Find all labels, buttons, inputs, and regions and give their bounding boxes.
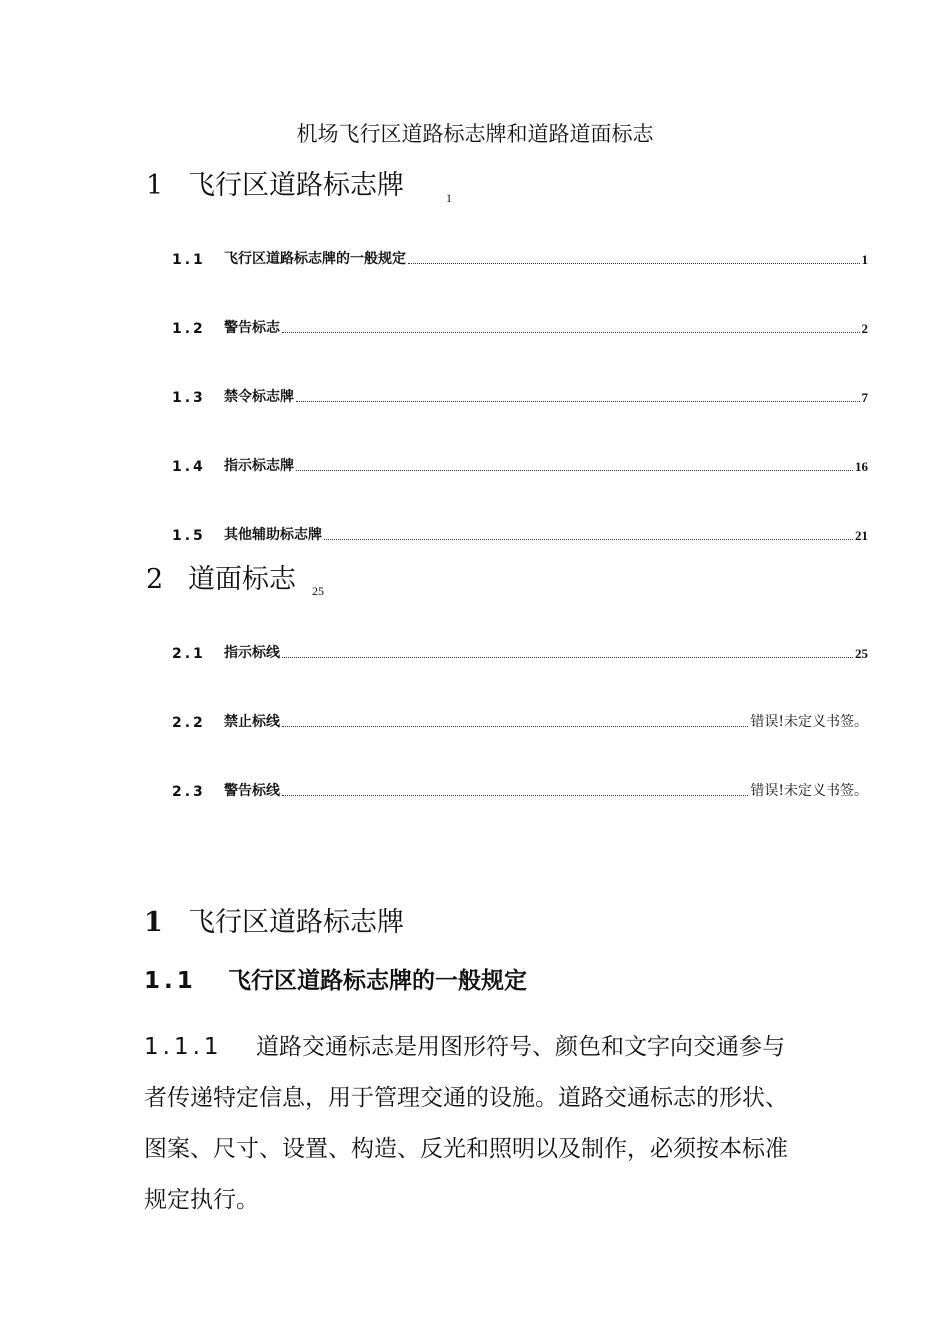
toc-chapter-page: 25 bbox=[312, 584, 324, 598]
toc-leader-dots bbox=[296, 470, 853, 471]
toc-leader-dots bbox=[296, 401, 860, 402]
toc-entry-2-3[interactable] bbox=[172, 780, 868, 800]
toc-entry-1-4[interactable] bbox=[172, 455, 868, 475]
toc-entry-number: 1.2 bbox=[172, 321, 206, 337]
paragraph-number: 1.1.1 bbox=[144, 1034, 223, 1060]
toc-entry-2-1[interactable] bbox=[172, 642, 868, 662]
toc-chapter-1[interactable] bbox=[146, 163, 452, 205]
toc-entry-1-2[interactable] bbox=[172, 317, 868, 337]
toc-chapter-number: 1 bbox=[146, 170, 164, 201]
toc-entry-title: 其他辅助标志牌 bbox=[224, 527, 322, 543]
paragraph-line: 图案、尺寸、设置、构造、反光和照明以及制作，必须按本标准 bbox=[144, 1136, 788, 1162]
toc-entry-title: 飞行区道路标志牌的一般规定 bbox=[224, 251, 406, 267]
toc-entry-title: 禁止标线 bbox=[224, 714, 280, 730]
toc-entry-title: 警告标志 bbox=[224, 320, 280, 336]
toc-entry-page: 25 bbox=[855, 646, 868, 661]
toc-entry-1-5[interactable] bbox=[172, 524, 868, 544]
paragraph-line: 规定执行。 bbox=[144, 1187, 259, 1213]
body-heading-1 bbox=[144, 900, 404, 939]
paragraph-text: 道路交通标志是用图形符号、颜色和文字向交通参与 bbox=[256, 1034, 785, 1060]
toc-chapter-number: 2 bbox=[146, 564, 164, 595]
toc-chapter-2[interactable] bbox=[146, 557, 324, 598]
paragraph-line bbox=[144, 1022, 824, 1073]
toc-entry-2-2[interactable] bbox=[172, 711, 868, 731]
toc-entry-1-1[interactable] bbox=[172, 248, 868, 268]
toc-leader-dots bbox=[408, 263, 860, 264]
heading-number: 1 bbox=[144, 907, 163, 938]
toc-leader-dots bbox=[282, 795, 748, 796]
toc-entry-number: 1.1 bbox=[172, 252, 206, 268]
toc-entry-number: 1.4 bbox=[172, 459, 206, 475]
toc-entry-page-error: 错误!未定义书签。 bbox=[750, 714, 868, 730]
body-paragraph bbox=[144, 1022, 824, 1226]
toc-entry-page: 7 bbox=[861, 390, 868, 405]
toc-entry-title: 禁令标志牌 bbox=[224, 389, 294, 405]
toc-leader-dots bbox=[324, 539, 853, 540]
toc-entry-title: 指示标线 bbox=[224, 645, 280, 661]
toc-chapter-page: 1 bbox=[446, 191, 452, 205]
toc-entry-number: 2.3 bbox=[172, 784, 206, 800]
toc-leader-dots bbox=[282, 657, 853, 658]
toc-entry-number: 2.1 bbox=[172, 646, 206, 662]
heading-number: 1.1 bbox=[144, 968, 197, 994]
toc-entry-page: 2 bbox=[861, 321, 868, 336]
toc-entry-page: 16 bbox=[855, 459, 868, 474]
toc-entry-number: 1.3 bbox=[172, 390, 206, 406]
toc-chapter-title: 道面标志 bbox=[188, 564, 296, 595]
toc-entry-title: 警告标线 bbox=[224, 783, 280, 799]
toc-entry-number: 1.5 bbox=[172, 528, 206, 544]
heading-title: 飞行区道路标志牌 bbox=[188, 907, 404, 938]
toc-entry-page: 1 bbox=[861, 252, 868, 267]
toc-entry-number: 2.2 bbox=[172, 715, 206, 731]
toc-entry-1-3[interactable] bbox=[172, 386, 868, 406]
toc-chapter-title: 飞行区道路标志牌 bbox=[188, 170, 404, 201]
body-heading-2 bbox=[144, 962, 527, 995]
toc-leader-dots bbox=[282, 726, 748, 727]
heading-title: 飞行区道路标志牌的一般规定 bbox=[228, 968, 527, 994]
document-title: 机场飞行区道路标志牌和道路道面标志 bbox=[296, 122, 654, 146]
paragraph-line: 者传递特定信息，用于管理交通的设施。道路交通标志的形状、 bbox=[144, 1085, 788, 1111]
toc-entry-page: 21 bbox=[855, 528, 868, 543]
toc-entry-page-error: 错误!未定义书签。 bbox=[750, 783, 868, 799]
toc-entry-title: 指示标志牌 bbox=[224, 458, 294, 474]
toc-leader-dots bbox=[282, 332, 860, 333]
